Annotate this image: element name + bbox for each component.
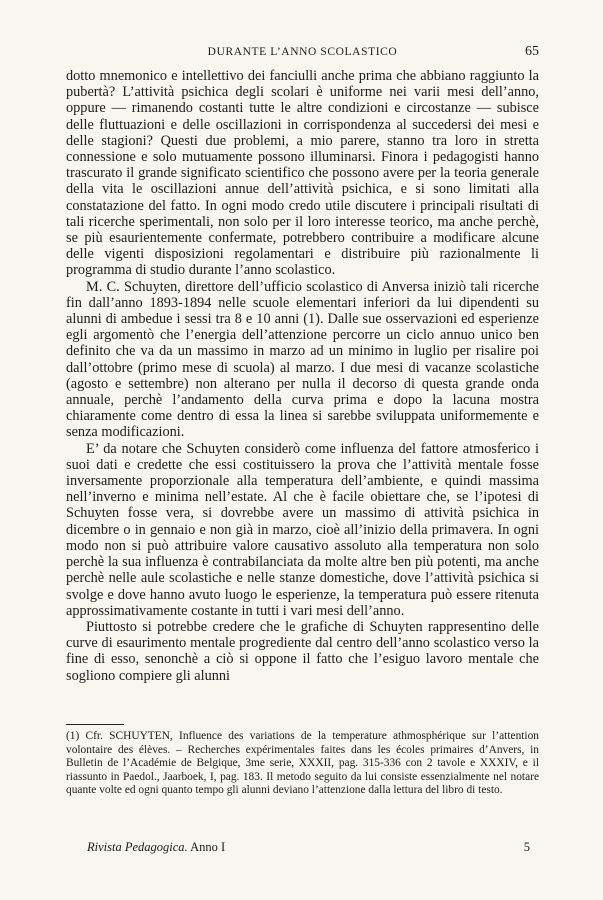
body-text	[66, 68, 539, 684]
paragraph: Piuttosto si potrebbe credere che le grafiche di Schuyten rappresentino delle curve di esaurimento mentale progrediente dal centro dell’anno scolastico verso la fine di esso, senonchè a ciò si oppone il fatto che l’esiguo lavoro mentale che sogliono compiere gli alunni	[66, 618, 539, 684]
journal-title: Rivista Pedagogica.	[87, 840, 188, 854]
journal-imprint	[87, 840, 225, 855]
paragraph: E’ da notare che Schuyten considerò come influenza del fattore atmosferico i suoi dati e credette che essi costituissero la prova che l’attività mentale fosse inversamente proporzionale alla temperatura dell’ambiente, e quindi massima nell’inverno e minima nell’estate. Al che è facile obiettare che, se l’ipotesi di Schuyten fosse vera, si dovrebbe avere un massimo di attività psichica in dicembre o in gennaio e non già in marzo, cioè all’inizio della primavera. In ogni modo non si può attribuire valore causativo assoluto alla temperatura non solo perchè la sua influenza è contrabilanciata da molte altre ben più potenti, ma anche perchè nelle aule scolastiche e nelle stanze domestiche, dove l’attività psichica si svolge e dove hanno avuto luogo le esperienze, la temperatura può essere ritenuta approssimativamente costante in tutti i vari mesi dell’anno.	[66, 440, 539, 619]
footnote: (1) Cfr. SCHUYTEN, Influence des variations de la temperature athmosphérique sur l’attention volontaire des élèves. – Recherches expérimentales faites dans les écoles primaires d’Anvers, in Bulletin de l’Académie de Belgique, 3me serie, XXXII, pag. 315-336 con 2 tavole e XXXIV, e il riassunto in Paedol., Jaarboek, I, pag. 183. Il metodo seguito da lui consiste essenzialmente nel notare quante volte ed ogni quanto tempo gli alunni deviano l’attenzione dalla lettura del libro di testo.	[66, 730, 539, 797]
footnote-divider	[66, 724, 124, 725]
paragraph: M. C. Schuyten, direttore dell’ufficio scolastico di Anversa iniziò tali ricerche fin dall’anno 1893-1894 nelle scuole elementari inferiori da lui dipendenti su alunni di ambedue i sessi tra 8 e 10 anni (1). Dalle sue osservazioni ed esperienze egli argomentò che l’energia dell’attenzione percorre un ciclo annuo unico ben definito che va da un massimo in marzo ad un minimo in luglio per risalire poi dall’ottobre (primo mese di scuola) al marzo. I due mesi di vacanze scolastiche (agosto e settembre) non alterano per nulla il decorso di questa grande onda annuale, perchè l’andamento della curva prima e dopo la lacuna mostra chiaramente come dentro di essa la linea si sarebbe sviluppata uniformemente e senza modificazioni.	[66, 278, 539, 441]
page-footer	[66, 840, 539, 856]
signature-mark: 5	[523, 840, 530, 854]
paragraph: dotto mnemonico e intellettivo dei fanciulli anche prima che abbiano raggiunto la pubertà? L’attività psichica degli scolari è uniforme nei varii mesi dell’anno, oppure — rimanendo costanti tutte le altre condizioni e circostanze — subisce delle fluttuazioni e delle oscillazioni in corrispondenza al succedersi dei mesi e delle stagioni? Questi due problemi, a mio parere, stanno tra loro in stretta connessione e solo mutuamente possono illuminarsi. Finora i pedagogisti hanno trascurato il grande significato scientifico che possono avere per la teoria generale della vita le oscillazioni annue dell’attività psichica, e si sono limitati alla constatazione del fatto. In ogni modo credo utile discutere i principali risultati di tali ricerche sperimentali, non solo per il loro interesse teorico, ma anche perchè, se più esaurientemente confermate, potrebbero contribuire a modificare alcune delle vigenti disposizioni regolamentari e distribuire più razionalmente li programma di studio durante l’anno scolastico.	[66, 68, 539, 279]
journal-year: Anno I	[190, 840, 226, 854]
page-number: 65	[525, 44, 539, 59]
page-header	[66, 44, 539, 62]
running-head: DURANTE L’ANNO SCOLASTICO	[207, 46, 398, 58]
